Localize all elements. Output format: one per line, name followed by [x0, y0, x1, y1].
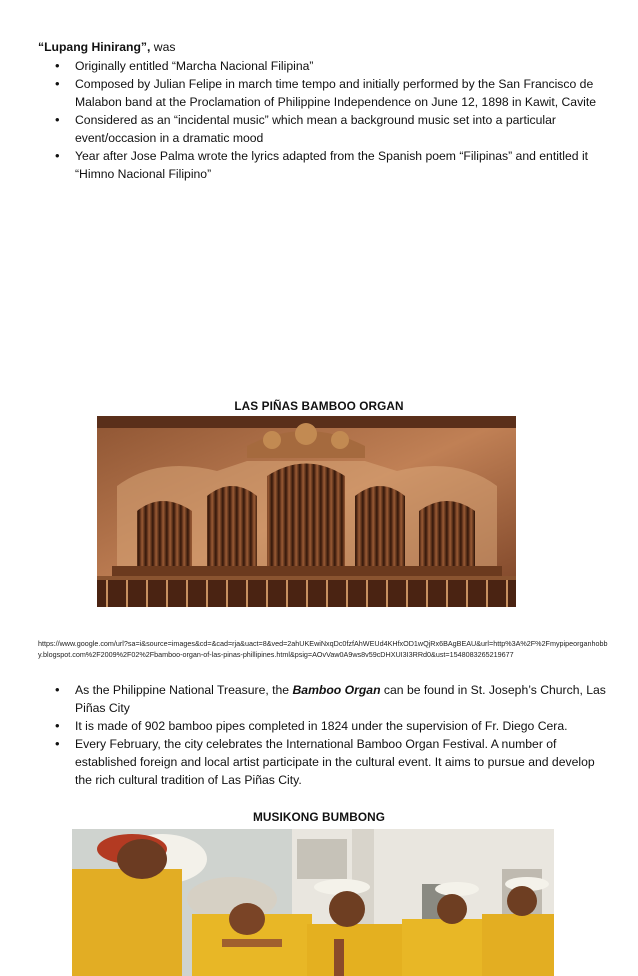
list-item: • Composed by Julian Felipe in march time tempo and initially performed by the San Francisco de Malabon band at the Proclamation of Philippine Independence on June 12, 1898 in Kawit, Cavite — [75, 75, 608, 111]
organ-heading: LAS PIÑAS BAMBOO ORGAN — [234, 399, 404, 413]
bamboo-organ-emphasis: Bamboo Organ — [292, 683, 381, 697]
list-item: • Considered as an “incidental music” which mean a background music set into a particular event/occasion in a dramatic mood — [75, 111, 608, 147]
anthem-title: “Lupang Hinirang”, — [38, 40, 151, 54]
list-item: • It is made of 902 bamboo pipes completed in 1824 under the supervision of Fr. Diego Cera. — [75, 717, 608, 735]
bamboo-band-photo — [72, 829, 554, 976]
image-source-url: https://www.google.com/url?sa=i&source=images&cd=&cad=rja&uact=8&ved=2ahUKEwiNxqDc0fzfAhWEUd4KHfxOD1wQjRx6BAgBEAU&url=http%3A%2F%2Fmypipeorganhobby.blogspot.com%2F2009%2F02%2Fbamboo-organ-of-las-pinas-phillipines.html&psig=AOvVaw0A9ws8v59cDHXUI3I3RRd0&ust=1548083265219677 — [38, 639, 608, 659]
list-item: • Originally entitled “Marcha Nacional Filipina” — [75, 57, 608, 75]
anthem-section — [38, 38, 608, 183]
organ-facts — [38, 681, 608, 789]
anthem-title-line — [38, 38, 608, 56]
band-heading: MUSIKONG BUMBONG — [252, 810, 386, 824]
list-item — [75, 681, 608, 717]
anthem-bullet-list — [38, 57, 608, 183]
bamboo-organ-photo — [97, 416, 516, 607]
list-item: • Every February, the city celebrates the International Bamboo Organ Festival. A number of established foreign and local artist participate in the cultural event. It aims to pursue and develop the rich cultural tradition of Las Piñas City. — [75, 735, 608, 789]
anthem-title-rest: was — [150, 40, 176, 54]
bullet-text: As the Philippine National Treasure, the — [75, 683, 293, 697]
bullet-text: can be found in St. Joseph’s Church, Las Piñas City — [75, 683, 606, 715]
list-item: • Year after Jose Palma wrote the lyrics adapted from the Spanish poem “Filipinas” and entitled it “Himno Nacional Filipino” — [75, 147, 608, 183]
organ-bullet-list — [38, 681, 608, 789]
